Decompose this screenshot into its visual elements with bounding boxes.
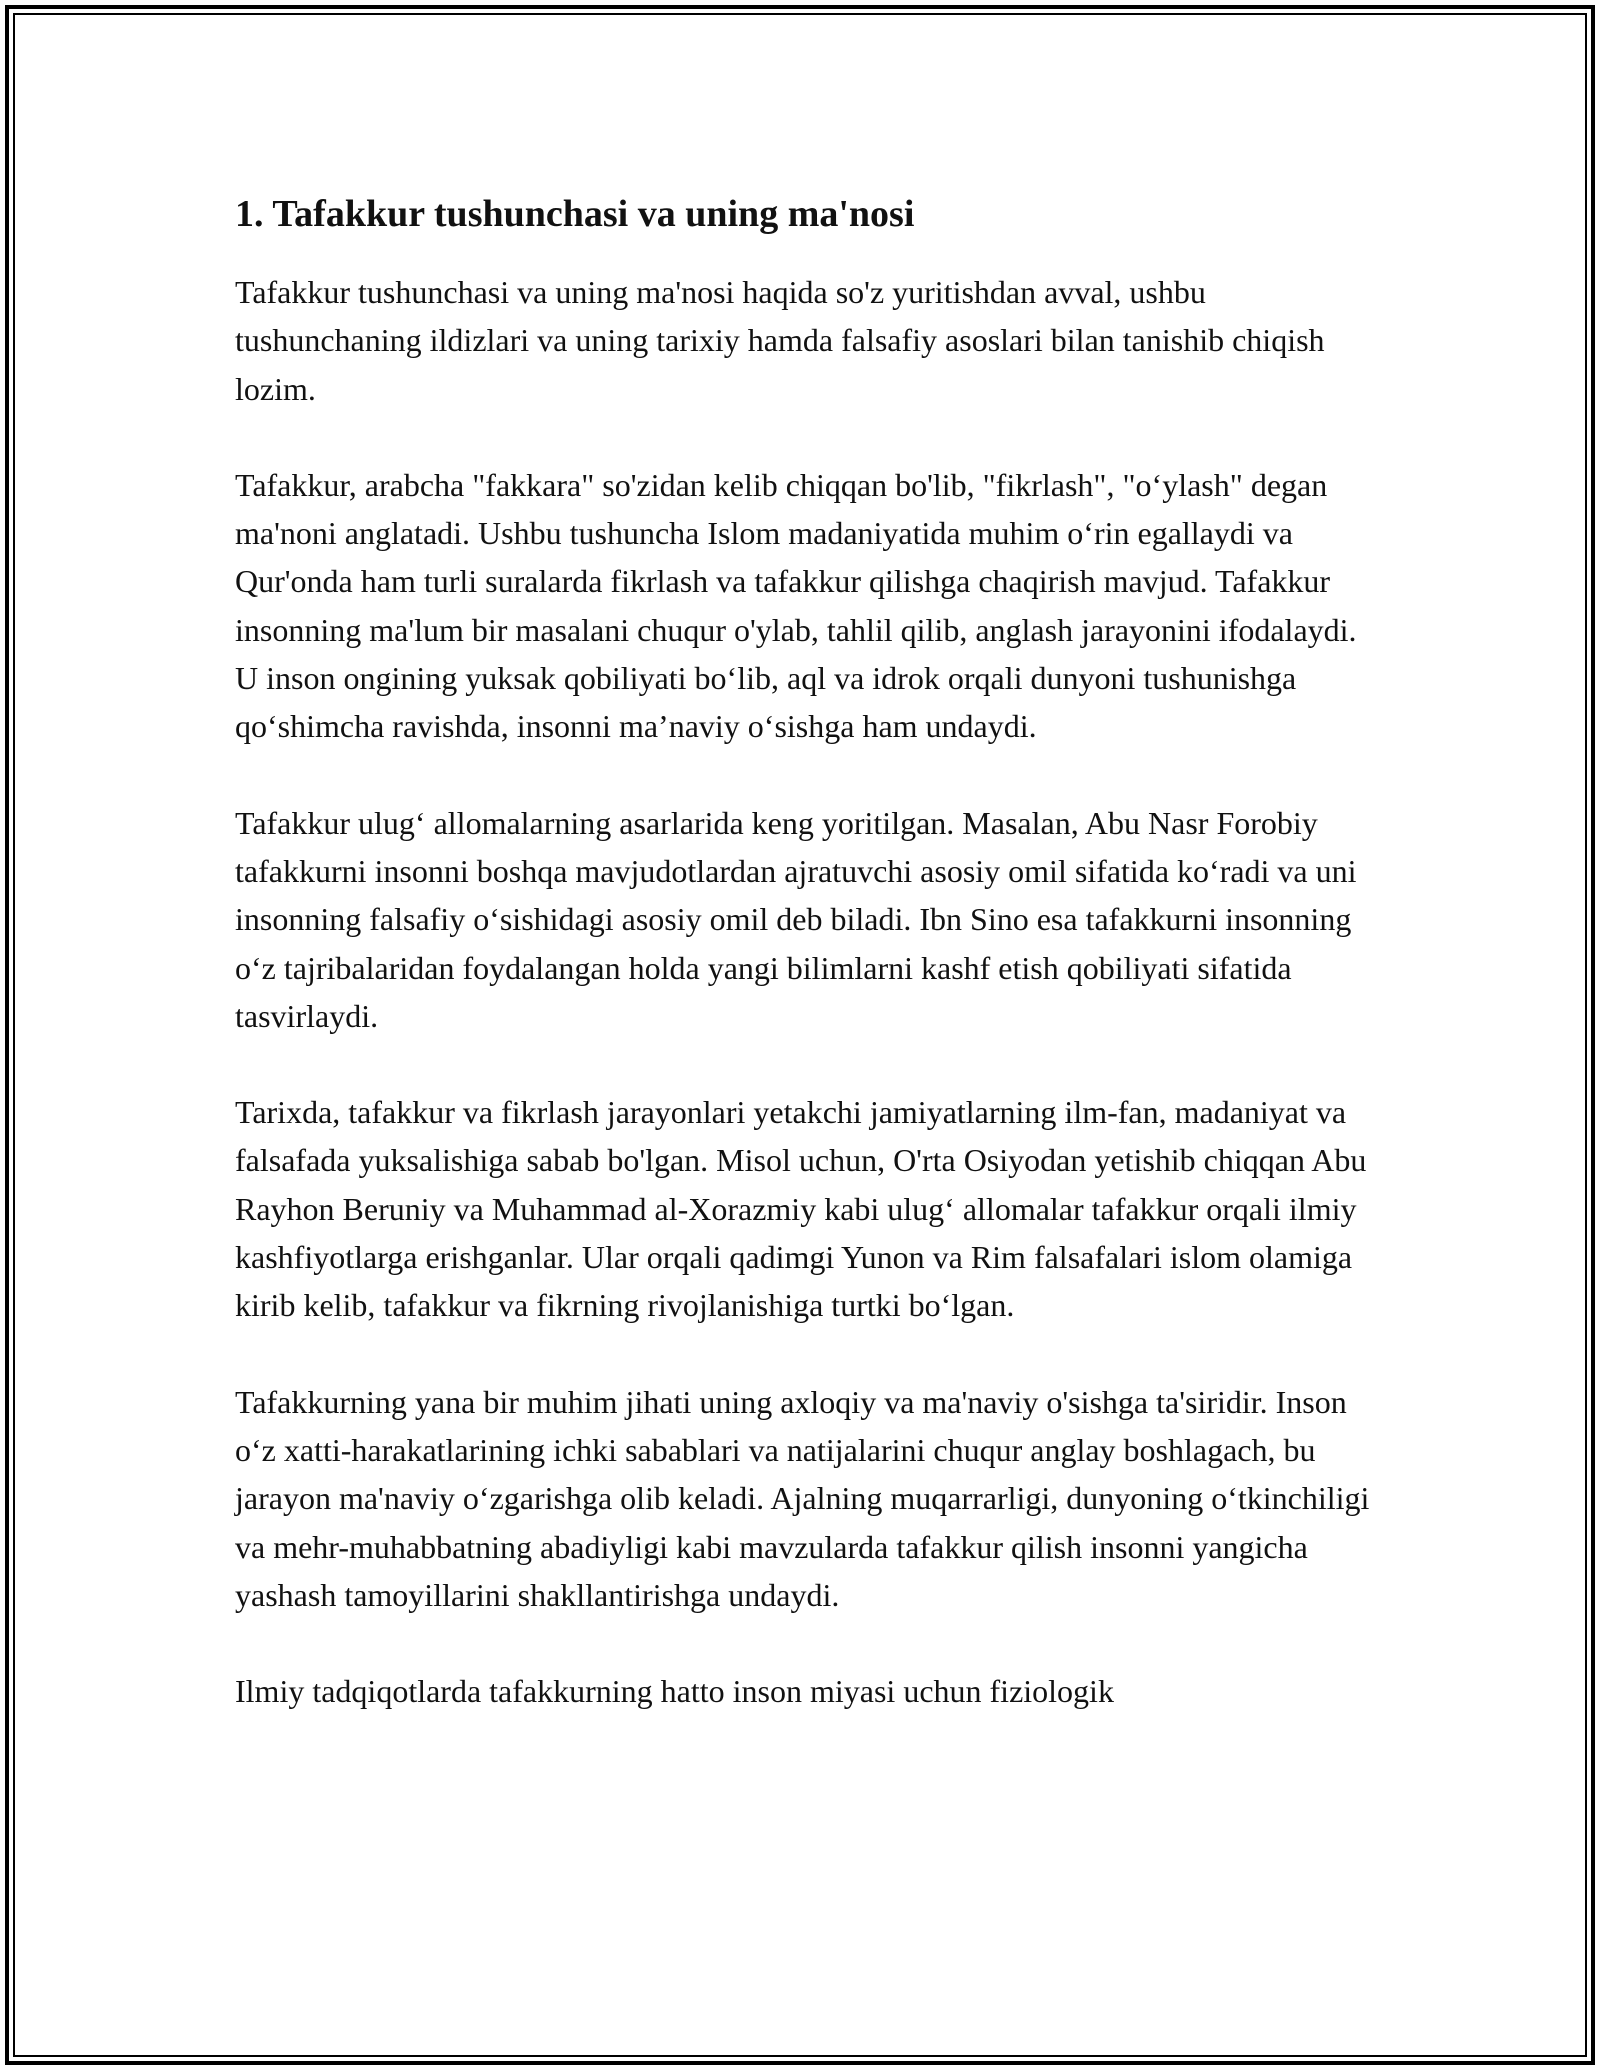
paragraph-3: Tafakkur ulug‘ allomalarning asarlarida keng yoritilgan. Masalan, Abu Nasr Forobiy tafakkurni insonni boshqa mavjudotlardan ajratuvchi asosiy omil sifatida ko‘radi va uni insonning falsafiy o‘sishidagi asosiy omil deb biladi. Ibn Sino esa tafakkurni insonning o‘z tajribalaridan foydalangan holda yangi bilimlarni kashf etish qobiliyati sifatida tasvirlaydi.	[235, 804, 1357, 1034]
paragraph-6: Ilmiy tadqiqotlarda tafakkurning hatto inson miyasi uchun fiziologik	[235, 1673, 1114, 1710]
paragraph-1: Tafakkur tushunchasi va uning ma'nosi haqida so'z yuritishdan avval, ushbu tushunchaning ildizlari va uning tarixiy hamda falsafiy asoslari bilan tanishib chiqish lozim.	[235, 274, 1325, 407]
document-body	[235, 186, 1370, 1763]
section-heading: 1. Tafakkur tushunchasi va uning ma'nosi	[235, 193, 915, 235]
paragraph-5: Tafakkurning yana bir muhim jihati uning axloqiy va ma'naviy o'sishga ta'siridir. Inson o‘z xatti-harakatlarining ichki sabablari va natijalarini chuqur anglay boshlagach, bu jarayon ma'naviy o‘zgarishga olib keladi. Ajalning muqarrarligi, dunyoning o‘tkinchiligi va mehr-muhabbatning abadiyligi kabi mavzularda tafakkur qilish insonni yangicha yashash tamoyillarini shakllantirishga undaydi.	[235, 1383, 1370, 1613]
paragraph-2: Tafakkur, arabcha "fakkara" so'zidan kelib chiqqan bo'lib, "fikrlash", "o‘ylash" degan ma'noni anglatadi. Ushbu tushuncha Islom madaniyatida muhim o‘rin egallaydi va Qur'onda ham turli suralarda fikrlash va tafakkur qilishga chaqirish mavjud. Tafakkur insonning ma'lum bir masalani chuqur o'ylab, tahlil qilib, anglash jarayonini ifodalaydi. U inson ongining yuksak qobiliyati bo‘lib, aql va idrok orqali dunyoni tushunishga qo‘shimcha ravishda, insonni ma’naviy o‘sishga ham undaydi.	[235, 466, 1357, 745]
paragraph-4: Tarixda, tafakkur va fikrlash jarayonlari yetakchi jamiyatlarning ilm-fan, madaniyat va falsafada yuksalishiga sabab bo'lgan. Misol uchun, O'rta Osiyodan yetishib chiqqan Abu Rayhon Beruniy va Muhammad al-Xorazmiy kabi ulug‘ allomalar tafakkur orqali ilmiy kashfiyotlarga erishganlar. Ular orqali qadimgi Yunon va Rim falsafalari islom olamiga kirib kelib, tafakkur va fikrning rivojlanishiga turtki bo‘lgan.	[235, 1094, 1367, 1324]
